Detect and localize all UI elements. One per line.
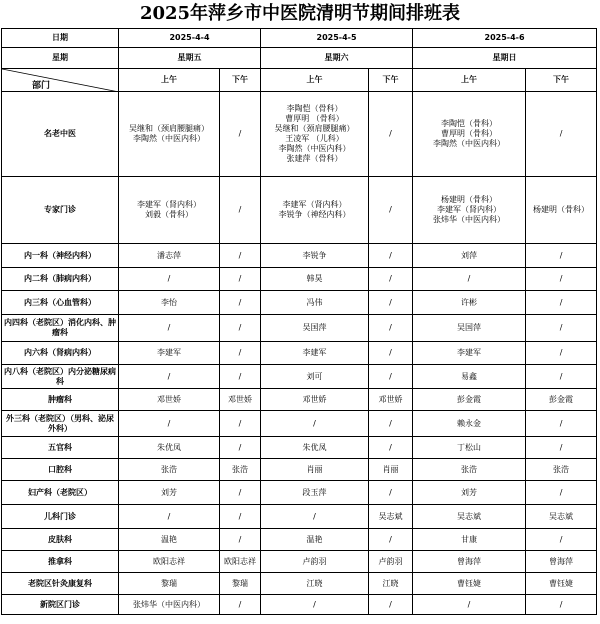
shift-cell (526, 481, 597, 505)
doctor-entry: 易鑫 (461, 371, 478, 381)
shift-cell (369, 342, 413, 365)
doctor-entry: 曹钰婕 (549, 578, 574, 588)
shift-cell (526, 342, 597, 365)
doctor-entry: / (559, 371, 563, 381)
shift-cell (369, 437, 413, 459)
shift-cell (220, 505, 261, 529)
doctor-entry: 甘康 (461, 534, 478, 544)
shift-cell (220, 342, 261, 365)
diagonal-line (2, 69, 119, 92)
date-row (2, 29, 597, 48)
shift-cell (119, 268, 220, 291)
date-header-3: 2025-4-6 (413, 29, 597, 48)
schedule-row (2, 291, 597, 315)
doctor-entry: 刘萍 (461, 250, 478, 260)
doctor-entry: 江晓 (382, 578, 399, 588)
shift-cell (413, 595, 526, 615)
shift-cell (413, 459, 526, 481)
shift-cell (261, 437, 369, 459)
doctor-entry: 李陶恺（骨科） (441, 119, 498, 128)
shift-cell (261, 573, 369, 595)
doctor-entry: / (238, 323, 242, 332)
doctor-entry: 邓世娇 (228, 394, 252, 404)
doctor-entry: 冯伟 (306, 297, 323, 307)
doctor-entry: 李陶然（中医内科） (278, 144, 351, 153)
shift-cell (261, 244, 369, 268)
doctor-entry: 赖永金 (457, 418, 482, 428)
shift-cell (369, 92, 413, 177)
shift-cell (119, 315, 220, 342)
doctor-entry: / (559, 534, 563, 544)
shift-cell (526, 365, 597, 389)
doctor-entry: 曹厚明 （骨科） (285, 114, 344, 123)
shift-cell (413, 573, 526, 595)
doctor-entry: 李陶然（中医内科） (433, 139, 506, 148)
shift-cell (220, 437, 261, 459)
shift-cell (413, 291, 526, 315)
shift-cell (413, 437, 526, 459)
shift-cell (261, 551, 369, 573)
doctor-entry: / (167, 418, 171, 428)
shift-cell (220, 573, 261, 595)
doctor-entry: 李建军 (157, 348, 181, 357)
shift-cell (369, 529, 413, 551)
shift-cell (369, 459, 413, 481)
doctor-entry: 曾海萍 (457, 556, 482, 566)
shift-cell (220, 595, 261, 615)
doctor-entry: 张浩 (232, 464, 248, 474)
doctor-entry: 彭金霞 (549, 394, 574, 404)
dept-diagonal-header (2, 69, 119, 92)
doctor-entry: 杨建明（骨科） (441, 195, 498, 204)
doctor-entry: 张炜华（中医内科） (433, 215, 506, 224)
shift-cell (220, 459, 261, 481)
doctor-entry: 吴继和（颈肩腰腿痛） (274, 124, 355, 133)
doctor-entry: / (467, 274, 471, 283)
doctor-entry: / (389, 274, 392, 283)
doctor-entry: / (389, 129, 392, 138)
shift-cell (261, 342, 369, 365)
schedule-row (2, 437, 597, 459)
doctor-entry: / (559, 129, 563, 138)
shift-cell (413, 342, 526, 365)
department-name: 内八科（老院区）内分泌糖尿病科 (2, 365, 119, 389)
doctor-entry: 李怡 (161, 297, 177, 307)
date-header-2: 2025-4-5 (261, 29, 413, 48)
shift-cell (220, 244, 261, 268)
shift-cell (526, 291, 597, 315)
schedule-row (2, 177, 597, 244)
doctor-entry: 吴国萍 (302, 323, 327, 332)
doctor-entry: / (389, 599, 392, 609)
shift-cell (220, 365, 261, 389)
dept-label: 部门 (32, 81, 51, 91)
shift-cell (119, 365, 220, 389)
doctor-entry: 丁松山 (457, 442, 482, 452)
doctor-entry: 杨建明（骨科） (533, 205, 590, 214)
shift-cell (413, 92, 526, 177)
department-name: 儿科门诊 (2, 505, 119, 529)
shift-cell (526, 411, 597, 437)
doctor-entry: 彭金霞 (457, 394, 482, 404)
doctor-entry: / (389, 323, 392, 332)
weekday-header-3: 星期日 (413, 48, 597, 69)
shift-cell (369, 315, 413, 342)
shift-cell (261, 315, 369, 342)
schedule-row (2, 92, 597, 177)
doctor-entry: / (389, 348, 392, 357)
doctor-entry: 邓世娇 (157, 394, 181, 404)
doctor-entry: / (389, 487, 392, 497)
doctor-entry: 李建军 (302, 348, 327, 357)
shift-cell (119, 177, 220, 244)
doctor-entry: / (238, 348, 242, 357)
schedule-row (2, 389, 597, 411)
schedule-row (2, 459, 597, 481)
doctor-entry: 张炜华（中医内科） (133, 599, 205, 609)
doctor-entry: 张浩 (461, 464, 478, 474)
shift-cell (369, 505, 413, 529)
doctor-entry: 潘志萍 (157, 250, 181, 260)
doctor-entry: 肖丽 (306, 464, 323, 474)
department-name: 名老中医 (2, 92, 119, 177)
shift-cell (119, 92, 220, 177)
shift-cell (526, 177, 597, 244)
doctor-entry: / (167, 371, 171, 381)
department-name: 新院区门诊 (2, 595, 119, 615)
shift-cell (413, 551, 526, 573)
shift-cell (526, 437, 597, 459)
doctor-entry: 卢韵羽 (378, 556, 403, 566)
pm-header-2: 下午 (369, 69, 413, 92)
doctor-entry: 黎瑞 (232, 578, 248, 588)
shift-cell (261, 268, 369, 291)
shift-cell (261, 529, 369, 551)
doctor-entry: / (389, 442, 392, 452)
schedule-row (2, 365, 597, 389)
schedule-row (2, 481, 597, 505)
department-name: 内三科（心血管科） (2, 291, 119, 315)
shift-cell (119, 459, 220, 481)
doctor-entry: 吴志斌 (457, 511, 482, 521)
date-label: 日期 (2, 29, 119, 48)
doctor-entry: / (559, 297, 563, 307)
shift-cell (413, 177, 526, 244)
schedule-row (2, 315, 597, 342)
doctor-entry: 江晓 (306, 578, 323, 588)
shift-cell (220, 92, 261, 177)
shift-cell (526, 573, 597, 595)
shift-cell (369, 595, 413, 615)
doctor-entry: / (389, 418, 392, 428)
shift-cell (413, 411, 526, 437)
shift-cell (119, 573, 220, 595)
department-name: 老院区针灸康复科 (2, 573, 119, 595)
doctor-entry: 曹钰婕 (457, 578, 482, 588)
doctor-entry: / (167, 323, 171, 332)
am-header-1: 上午 (119, 69, 220, 92)
doctor-entry: / (559, 599, 563, 609)
doctor-entry: / (559, 274, 563, 283)
shift-cell (526, 595, 597, 615)
doctor-entry: / (238, 534, 242, 544)
shift-cell (526, 92, 597, 177)
doctor-entry: 曹厚明（骨科） (441, 129, 498, 138)
doctor-entry: / (238, 599, 242, 609)
doctor-entry: / (313, 511, 316, 521)
doctor-entry: 黎瑞 (161, 578, 177, 588)
department-name: 外三科（老院区）（男科、泌尿外科） (2, 411, 119, 437)
doctor-entry: 张浩 (553, 464, 570, 474)
department-name: 五官科 (2, 437, 119, 459)
schedule-row (2, 529, 597, 551)
doctor-entry: / (559, 323, 563, 332)
doctor-entry: 欧阳志祥 (153, 556, 185, 566)
doctor-entry: 吴国萍 (457, 323, 482, 332)
doctor-entry: 温艳 (161, 534, 177, 544)
doctor-entry: 李陶然（中医内科） (133, 134, 205, 143)
shift-cell (119, 505, 220, 529)
schedule-row (2, 244, 597, 268)
shift-cell (220, 481, 261, 505)
department-name: 内四科（老院区）消化内科、肿瘤科 (2, 315, 119, 342)
doctor-entry: / (559, 418, 563, 428)
doctor-entry: / (238, 129, 242, 138)
pm-header-1: 下午 (220, 69, 261, 92)
doctor-entry: / (559, 250, 563, 260)
doctor-entry: 韩昊 (306, 274, 323, 283)
doctor-entry: / (167, 511, 171, 521)
doctor-entry: 邓世娇 (302, 394, 327, 404)
shift-cell (369, 365, 413, 389)
shift-cell (369, 573, 413, 595)
shift-cell (369, 411, 413, 437)
shift-cell (220, 291, 261, 315)
shift-cell (220, 177, 261, 244)
doctor-entry: / (238, 205, 242, 214)
doctor-entry: 吴志斌 (378, 511, 403, 521)
schedule-row (2, 595, 597, 615)
shift-cell (261, 459, 369, 481)
ampm-row (2, 69, 597, 92)
shift-cell (413, 365, 526, 389)
doctor-entry: 温艳 (306, 534, 323, 544)
department-name: 内一科（神经内科） (2, 244, 119, 268)
shift-cell (119, 389, 220, 411)
department-name: 肿瘤科 (2, 389, 119, 411)
shift-cell (261, 411, 369, 437)
doctor-entry: 吴继和（颈肩腰腿痛） (129, 124, 209, 133)
shift-cell (119, 291, 220, 315)
shift-cell (220, 551, 261, 573)
doctor-entry: 李建军（肾内科） (137, 200, 201, 209)
schedule-row (2, 505, 597, 529)
shift-cell (413, 244, 526, 268)
doctor-entry: 朱优凤 (157, 442, 181, 452)
schedule-row (2, 342, 597, 365)
doctor-entry: / (238, 371, 242, 381)
doctor-entry: / (389, 250, 392, 260)
shift-cell (526, 505, 597, 529)
doctor-entry: / (313, 599, 316, 609)
shift-cell (369, 291, 413, 315)
am-header-3: 上午 (413, 69, 526, 92)
department-name: 口腔科 (2, 459, 119, 481)
shift-cell (119, 595, 220, 615)
doctor-entry: 刘毅（骨科） (145, 210, 193, 219)
schedule-row (2, 411, 597, 437)
shift-cell (526, 315, 597, 342)
doctor-entry: / (167, 274, 171, 283)
shift-cell (413, 481, 526, 505)
shift-cell (261, 177, 369, 244)
shift-cell (220, 315, 261, 342)
shift-cell (526, 244, 597, 268)
doctor-entry: / (238, 442, 242, 452)
shift-cell (413, 389, 526, 411)
doctor-entry: / (238, 297, 242, 307)
shift-cell (119, 244, 220, 268)
week-label: 星期 (2, 48, 119, 69)
weekday-row (2, 48, 597, 69)
doctor-entry: / (389, 297, 392, 307)
weekday-header-1: 星期五 (119, 48, 261, 69)
shift-cell (413, 268, 526, 291)
shift-cell (261, 595, 369, 615)
shift-cell (413, 505, 526, 529)
schedule-row (2, 551, 597, 573)
doctor-entry: / (559, 487, 563, 497)
department-name: 皮肤科 (2, 529, 119, 551)
doctor-entry: / (238, 487, 242, 497)
doctor-entry: / (467, 599, 471, 609)
doctor-entry: / (389, 534, 392, 544)
department-name: 内六科（肾病内科） (2, 342, 119, 365)
shift-cell (526, 551, 597, 573)
doctor-entry: 肖丽 (382, 464, 399, 474)
doctor-entry: 张浩 (161, 464, 177, 474)
schedule-row (2, 573, 597, 595)
shift-cell (369, 177, 413, 244)
shift-cell (220, 529, 261, 551)
doctor-entry: 吴志斌 (549, 511, 574, 521)
department-name: 妇产科（老院区） (2, 481, 119, 505)
doctor-entry: 欧阳志祥 (224, 556, 256, 566)
shift-cell (220, 268, 261, 291)
page-title: 2025年萍乡市中医院清明节期间排班表 (139, 3, 461, 24)
doctor-entry: / (389, 205, 392, 214)
schedule-row (2, 268, 597, 291)
shift-cell (119, 342, 220, 365)
shift-cell (261, 481, 369, 505)
shift-cell (220, 411, 261, 437)
doctor-entry: / (559, 442, 563, 452)
shift-cell (526, 389, 597, 411)
shift-cell (261, 365, 369, 389)
shift-cell (369, 244, 413, 268)
doctor-entry: / (313, 418, 316, 428)
pm-header-3: 下午 (526, 69, 597, 92)
doctor-entry: 王凌军 （儿科） (285, 134, 344, 143)
doctor-entry: 刘芳 (461, 487, 478, 497)
date-header-1: 2025-4-4 (119, 29, 261, 48)
doctor-entry: / (238, 250, 242, 260)
weekday-header-2: 星期六 (261, 48, 413, 69)
doctor-entry: 许彬 (461, 297, 478, 307)
doctor-entry: 邓世娇 (378, 394, 403, 404)
shift-cell (369, 268, 413, 291)
shift-cell (220, 389, 261, 411)
shift-cell (526, 459, 597, 481)
doctor-entry: 刘可 (306, 371, 323, 381)
department-name: 推拿科 (2, 551, 119, 573)
shift-cell (526, 268, 597, 291)
doctor-entry: 卢韵羽 (302, 556, 327, 566)
doctor-entry: 李建军（肾内科） (282, 200, 347, 209)
doctor-entry: 段玉萍 (302, 487, 327, 497)
shift-cell (413, 315, 526, 342)
doctor-entry: / (389, 371, 392, 381)
doctor-entry: 李锐争（神经内科） (278, 210, 351, 219)
am-header-2: 上午 (261, 69, 369, 92)
doctor-entry: / (238, 418, 242, 428)
shift-cell (119, 529, 220, 551)
shift-cell (119, 411, 220, 437)
shift-cell (261, 92, 369, 177)
doctor-entry: 刘芳 (161, 487, 177, 497)
doctor-entry: 朱优凤 (302, 442, 327, 452)
shift-cell (369, 389, 413, 411)
shift-cell (119, 481, 220, 505)
doctor-entry: 李锐争 (302, 250, 327, 260)
doctor-entry: 李陶恺（骨科） (286, 104, 343, 113)
schedule-table (1, 28, 597, 615)
shift-cell (369, 551, 413, 573)
shift-cell (413, 529, 526, 551)
shift-cell (369, 481, 413, 505)
doctor-entry: 李建军（肾内科） (437, 205, 502, 214)
doctor-entry: / (238, 511, 242, 521)
doctor-entry: 李建军 (457, 348, 482, 357)
shift-cell (261, 389, 369, 411)
shift-cell (119, 551, 220, 573)
doctor-entry: 张建萍（骨科） (286, 154, 343, 163)
department-name: 专家门诊 (2, 177, 119, 244)
doctor-entry: 曾海萍 (549, 556, 574, 566)
department-name: 内二科（肺病内科） (2, 268, 119, 291)
shift-cell (261, 291, 369, 315)
shift-cell (526, 529, 597, 551)
doctor-entry: / (559, 348, 563, 357)
doctor-entry: / (238, 274, 242, 283)
shift-cell (261, 505, 369, 529)
shift-cell (119, 437, 220, 459)
